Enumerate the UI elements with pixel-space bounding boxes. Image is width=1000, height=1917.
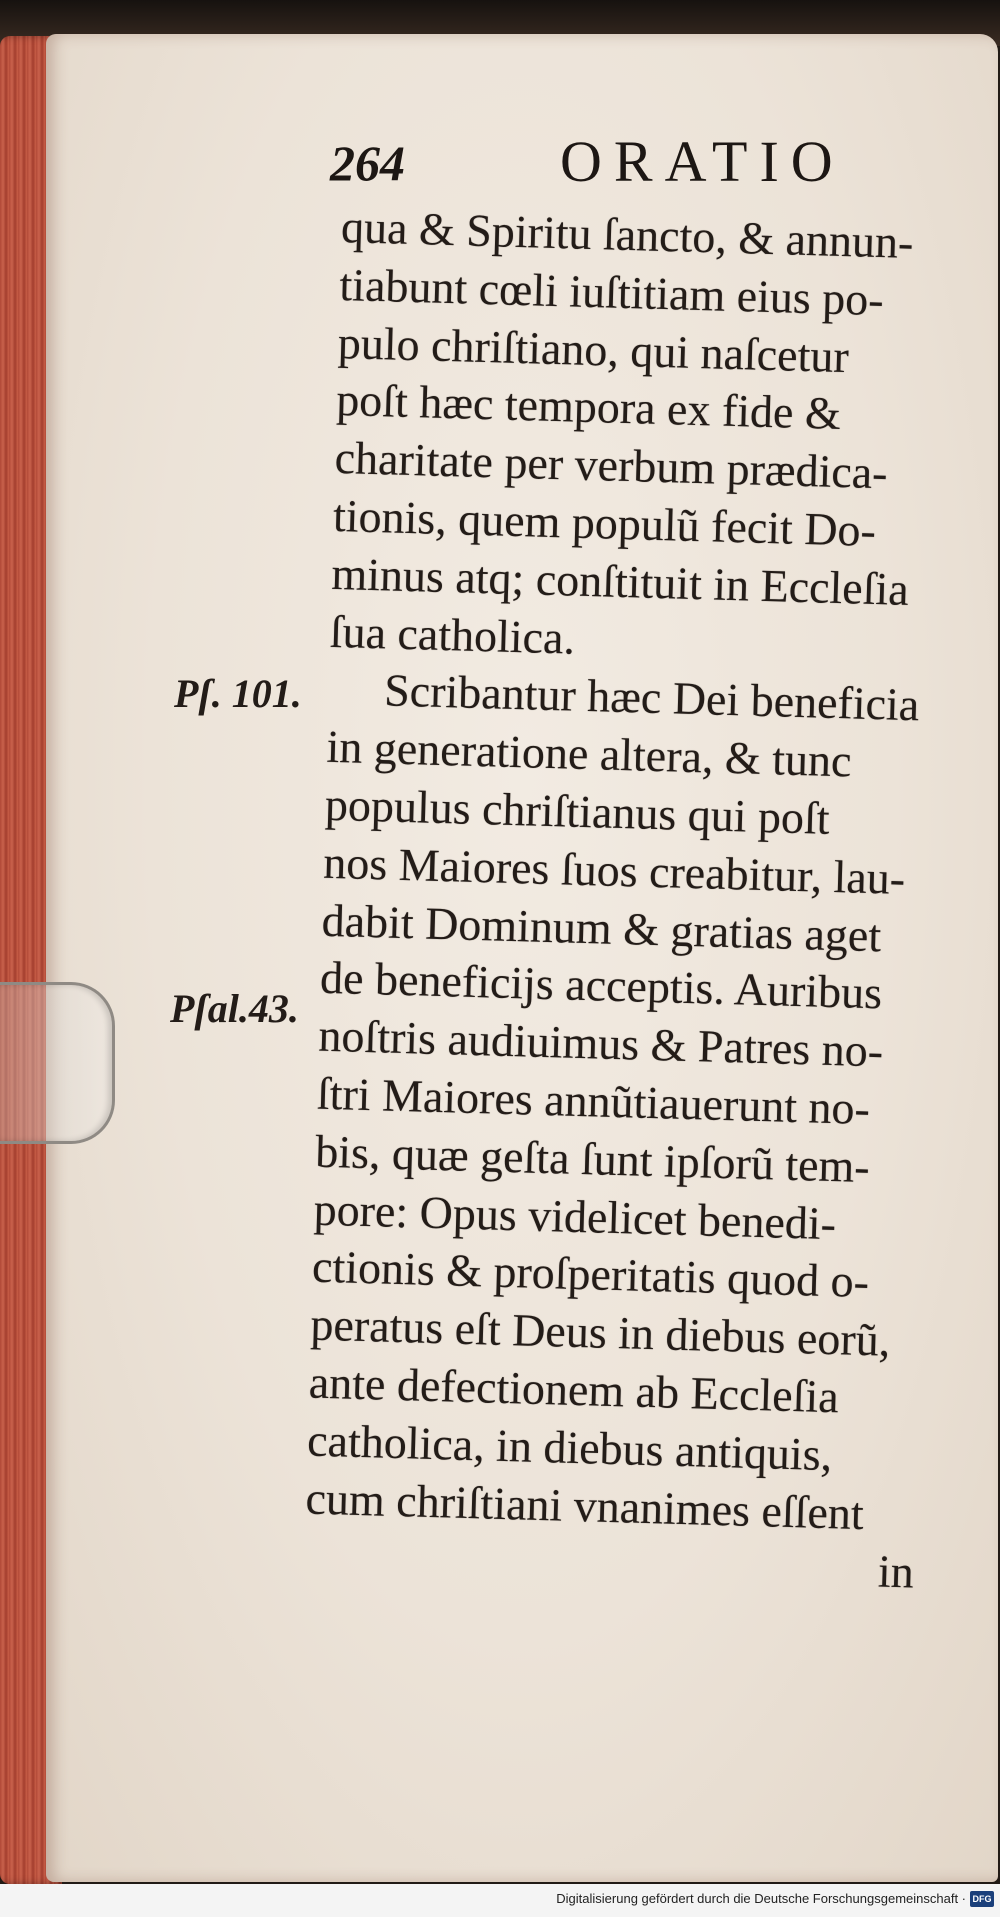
text-line: catholica, in diebus antiquis, xyxy=(306,1414,833,1480)
text-line: bis, quæ geſta ſunt ipſorũ tem- xyxy=(314,1125,871,1192)
text-line: in generatione altera, & tunc xyxy=(325,720,853,787)
text-line: cum chriſtiani vnanimes eſſent xyxy=(304,1472,865,1539)
text-line: ctionis & proſperitatis quod o- xyxy=(311,1240,870,1308)
text-line: nos Maiores ſuos creabitur, lau- xyxy=(322,836,906,904)
funding-credit: Digitalisierung gefördert durch die Deutsche Forschungsgemeinschaft · xyxy=(556,1891,966,1906)
text-line: de beneficijs acceptis. Auribus xyxy=(319,952,883,1019)
running-title: ORATIO xyxy=(560,129,845,194)
catchword: in xyxy=(877,1545,915,1598)
text-line: poſt hæc tempora ex fide & xyxy=(335,374,842,440)
marginal-note: Pſ. 101. xyxy=(174,671,302,716)
text-line: peratus eſt Deus in diebus eorũ, xyxy=(309,1298,891,1366)
text-line: ſua catholica. xyxy=(329,605,576,664)
page-number: 264 xyxy=(330,135,405,191)
text-line: ante defectionem ab Eccleſia xyxy=(308,1356,840,1423)
digitization-footer xyxy=(0,1884,1000,1917)
text-line: dabit Dominum & gratias aget xyxy=(321,894,882,961)
text-line: Scribantur hæc Dei beneficia xyxy=(383,664,920,731)
body-text xyxy=(303,198,991,1603)
marginal-note: Pſal.43. xyxy=(170,986,299,1031)
text-line: pulo chriſtiano, qui naſcetur xyxy=(337,316,850,382)
page-header xyxy=(330,128,850,198)
text-line: pore: Opus videlicet benedi- xyxy=(313,1183,837,1249)
text-line: ſtri Maiores annũtiauerunt no- xyxy=(316,1067,871,1135)
text-line: qua & Spiritu ſancto, & annun- xyxy=(340,200,915,268)
text-line: noſtris audiuimus & Patres no- xyxy=(317,1009,884,1077)
page-clip xyxy=(0,982,115,1144)
text-line: charitate per verbum prædica- xyxy=(334,432,889,499)
text-line: populus chriſtianus qui poſt xyxy=(324,778,831,844)
text-line: tiabunt cœli iuſtitiam eius po- xyxy=(338,258,885,325)
text-line: tionis, quem populũ fecit Do- xyxy=(332,489,877,557)
text-line: minus atq; conſtituit in Eccleſia xyxy=(330,547,910,615)
dfg-logo-icon: DFG xyxy=(970,1891,994,1907)
